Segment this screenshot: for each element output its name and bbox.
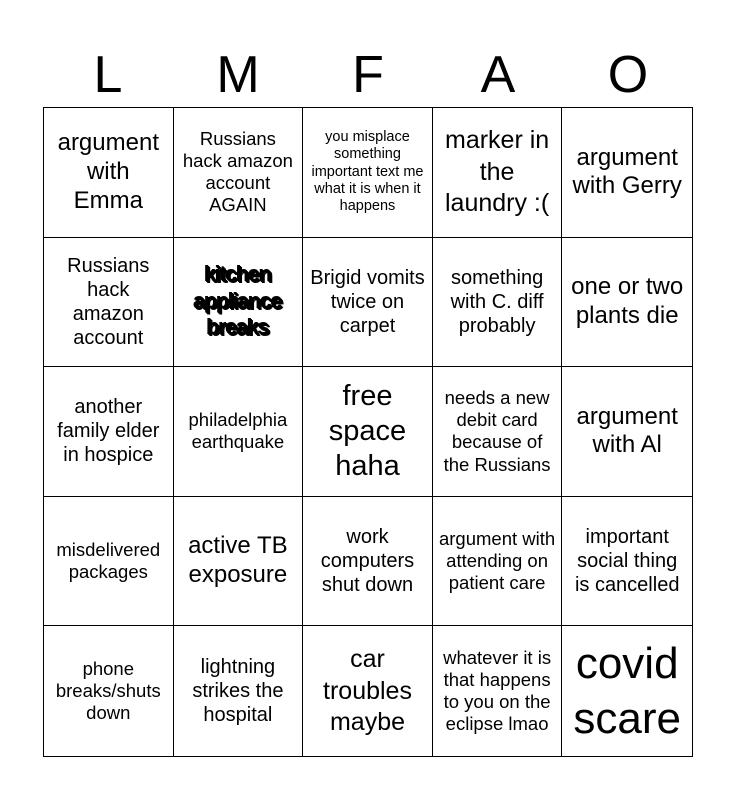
cell-text: argument with attending on patient care xyxy=(438,527,556,594)
bingo-board xyxy=(43,107,693,757)
bingo-cell[interactable] xyxy=(562,108,692,238)
cell-text: lightning strikes the hospital xyxy=(192,656,284,727)
bingo-cell[interactable] xyxy=(174,367,304,497)
cell-text: free space haha xyxy=(328,380,407,482)
cell-text: Russians hack amazon account xyxy=(67,254,150,349)
bingo-cell[interactable] xyxy=(433,497,563,627)
bingo-cell[interactable] xyxy=(562,367,692,497)
cell-text: covid scare xyxy=(573,639,681,744)
bingo-cell[interactable] xyxy=(303,367,433,497)
cell-text: phone breaks/shuts down xyxy=(55,657,161,724)
bingo-cell[interactable] xyxy=(174,238,304,368)
cell-text: argument with Emma xyxy=(57,129,159,214)
bingo-cell[interactable] xyxy=(44,497,174,627)
bingo-cell[interactable] xyxy=(174,108,304,238)
header-letter-m: M xyxy=(216,46,260,104)
cell-text: Brigid vomits twice on carpet xyxy=(310,266,425,337)
cell-text: you misplace something important text me what it is when it happens xyxy=(311,128,424,215)
cell-text: argument with Al xyxy=(576,402,678,459)
header-letter-o: O xyxy=(607,46,649,104)
cell-text: active TB exposure xyxy=(188,532,288,589)
bingo-cell[interactable] xyxy=(562,238,692,368)
cell-text: whatever it is that happens to you on the eclipse lmao xyxy=(443,646,552,735)
bingo-cell[interactable] xyxy=(433,367,563,497)
bingo-cell[interactable] xyxy=(174,497,304,627)
cell-text: kitchen appliance breaks xyxy=(193,262,282,341)
cell-text: philadelphia earthquake xyxy=(188,409,288,453)
cell-text: another family elder in hospice xyxy=(57,396,160,467)
cell-text: important social thing is cancelled xyxy=(574,526,680,597)
bingo-cell[interactable] xyxy=(44,238,174,368)
cell-text: something with C. diff probably xyxy=(450,266,544,337)
header-letter-f: F xyxy=(352,46,384,104)
bingo-cell[interactable] xyxy=(562,626,692,756)
bingo-cell[interactable] xyxy=(303,626,433,756)
bingo-cell[interactable] xyxy=(44,626,174,756)
bingo-cell[interactable] xyxy=(303,238,433,368)
cell-text: marker in the laundry :( xyxy=(444,126,550,217)
bingo-cell[interactable] xyxy=(433,626,563,756)
bingo-cell[interactable] xyxy=(44,367,174,497)
header-letter-l: L xyxy=(93,46,123,104)
cell-text: argument with Gerry xyxy=(572,143,682,200)
bingo-header xyxy=(43,42,693,108)
bingo-cell[interactable] xyxy=(303,108,433,238)
bingo-cell[interactable] xyxy=(433,238,563,368)
bingo-cell[interactable] xyxy=(44,108,174,238)
cell-text: work computers shut down xyxy=(320,526,415,597)
header-letter-a: A xyxy=(480,46,516,104)
bingo-cell[interactable] xyxy=(174,626,304,756)
bingo-cell[interactable] xyxy=(433,108,563,238)
cell-text: one or two plants die xyxy=(571,273,684,329)
cell-text: needs a new debit card because of the Russians xyxy=(443,387,551,475)
cell-text: Russians hack amazon account AGAIN xyxy=(182,127,293,216)
cell-text: car troubles maybe xyxy=(323,645,412,736)
cell-text: misdelivered packages xyxy=(56,538,161,583)
bingo-cell[interactable] xyxy=(303,497,433,627)
bingo-cell[interactable] xyxy=(562,497,692,627)
